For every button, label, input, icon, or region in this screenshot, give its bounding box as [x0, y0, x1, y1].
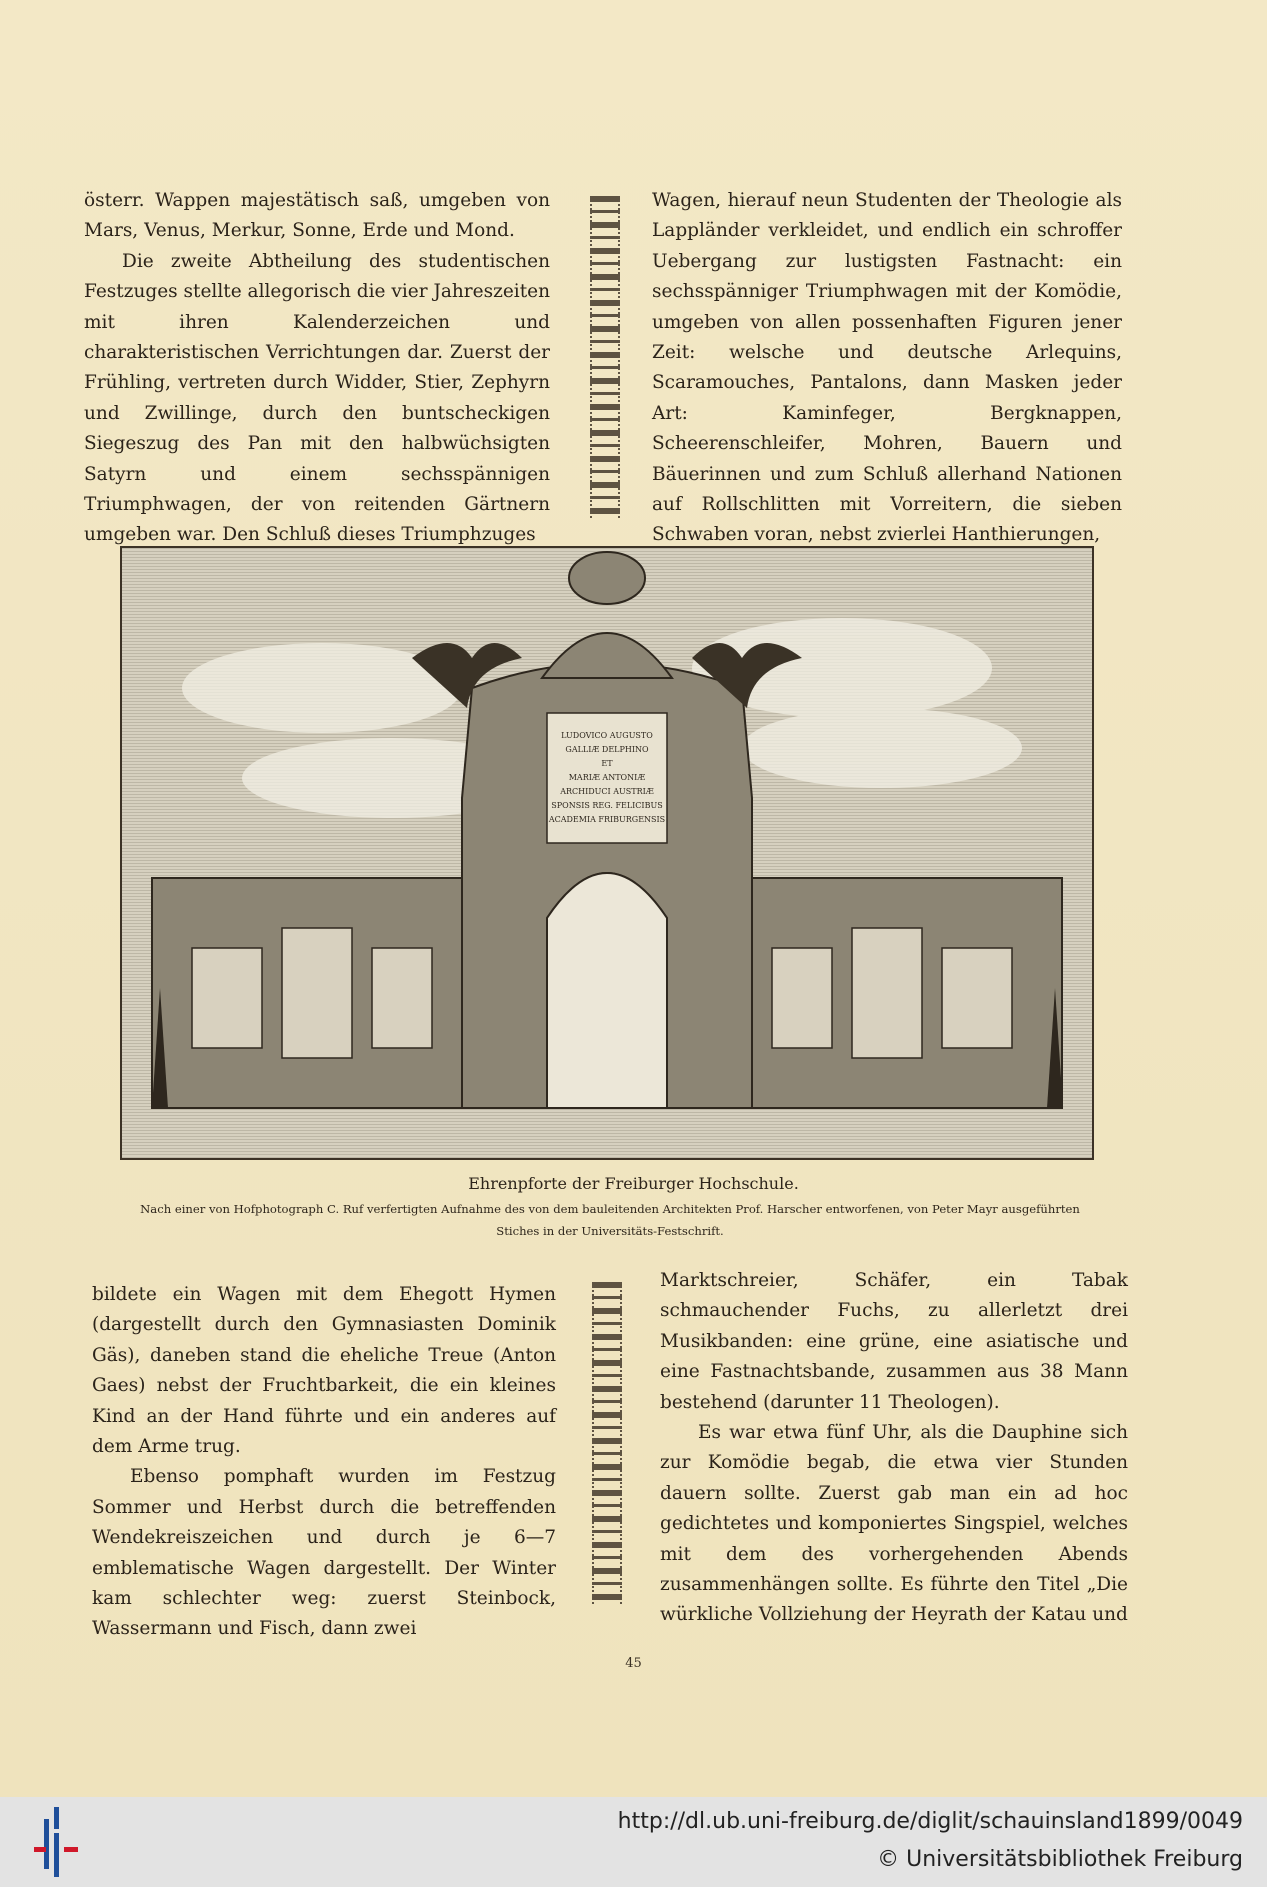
- illustration-caption-title: Ehrenpforte der Freiburger Hochschule.: [468, 1174, 799, 1193]
- text-column-bottom-right: [660, 1266, 1128, 1631]
- engraving-illustration: [120, 546, 1094, 1160]
- copyright-text: © Universitätsbibliothek Freiburg: [877, 1847, 1243, 1872]
- paragraph: Die zweite Abtheilung des studentischen Festzuges stellte allegorisch die vier Jahreszeiten mit ihren Kalenderzeichen und charakteristischen Verrichtungen dar. Zuerst der Frühling, vertreten durch Widder, Stier, Zephyrn und Zwillinge, durch den buntscheckigen Siegeszug des Pan mit den halbwüchsigten Satyrn und einem sechsspännigen Triumphwagen, der von reitenden Gärtnern umgeben war. Den Schluß dieses Triumphzuges: [84, 250, 550, 546]
- inscription-line: ARCHIDUCI AUSTRIÆ: [560, 787, 654, 796]
- paragraph: Marktschreier, Schäfer, ein Tabak schmauchender Fuchs, zu allerletzt drei Musikbanden: eine grüne, eine asiatische und eine Fastnachtsbande, zusammen aus 38 Mann bestehend (darunter 11 Theologen).: [660, 1270, 1128, 1413]
- paragraph: Es war etwa fünf Uhr, als die Dauphine sich zur Komödie begab, die etwa vier Stunden dauern sollte. Zuerst gab man ein ad hoc gedichtetes und komponiertes Singspiel, welches mit dem des vorhergehenden Abends zusammenhängen sollte. Es führte den Titel „Die würkliche Vollziehung der Heyrath der Katau und: [660, 1422, 1128, 1626]
- inscription-line: SPONSIS REG. FELICIBUS: [551, 801, 663, 810]
- paragraph: österr. Wappen majestätisch saß, umgeben von Mars, Venus, Merkur, Sonne, Erde und Mond.: [84, 190, 550, 242]
- text-column-bottom-left: [92, 1280, 556, 1645]
- paragraph: Ebenso pomphaft wurden im Festzug Sommer und Herbst durch die betreffenden Wendekreiszeichen und durch je 6—7 emblematische Wagen dargestellt. Der Winter kam schlechter weg: zuerst Steinbock, Wassermann und Fisch, dann zwei: [92, 1466, 556, 1640]
- column-divider-ornament: [592, 1282, 622, 1604]
- paragraph: bildete ein Wagen mit dem Ehegott Hymen (dargestellt durch den Gymnasiasten Dominik Gäs), daneben stand die eheliche Treue (Anton Gaes) nebst der Fruchtbarkeit, die ein kleines Kind an der Hand führte und ein anderes auf dem Arme trug.: [92, 1284, 556, 1458]
- inscription-line: MARIÆ ANTONIÆ: [568, 773, 646, 782]
- inscription-line: ET: [601, 759, 613, 768]
- footer-bar: [0, 1797, 1267, 1887]
- page-number: 45: [625, 1656, 642, 1671]
- gate-drawing: [122, 548, 1092, 1158]
- permalink-link[interactable]: http://dl.ub.uni-freiburg.de/diglit/schauinsland1899/0049: [617, 1809, 1243, 1834]
- inscription-line: LUDOVICO AUGUSTO: [561, 731, 653, 740]
- column-divider-ornament: [590, 196, 620, 518]
- inscription-line: GALLIÆ DELPHINO: [565, 745, 649, 754]
- text-column-top-right: [652, 186, 1122, 551]
- illustration-credit: Nach einer von Hofphotograph C. Ruf verfertigten Aufnahme des von dem bauleitenden Architekten Prof. Harscher entworfenen, von Peter Mayr ausgeführten Stiches in der Universitäts-Festschrift.: [140, 1202, 1080, 1238]
- library-logo-icon: [34, 1807, 78, 1877]
- paragraph: Wagen, hierauf neun Studenten der Theologie als Lappländer verkleidet, und endlich ein schroffer Uebergang zur lustigsten Fastnacht: ein sechsspänniger Triumphwagen mit der Komödie, umgeben von allen possenhaften Figuren jener Zeit: welsche und deutsche Arlequins, Scaramouches, Pantalons, dann Masken jeder Art: Kaminfeger, Bergknappen, Scheerenschleifer, Mohren, Bauern und Bäuerinnen und zum Schluß allerhand Nationen auf Rollschlitten mit Vorreitern, die sieben Schwaben voran, nebst zvierlei Hanthierungen,: [652, 190, 1122, 546]
- archway: [547, 873, 667, 1108]
- inscription-line: ACADEMIA FRIBURGENSIS: [548, 815, 666, 824]
- text-column-top-left: [84, 186, 550, 551]
